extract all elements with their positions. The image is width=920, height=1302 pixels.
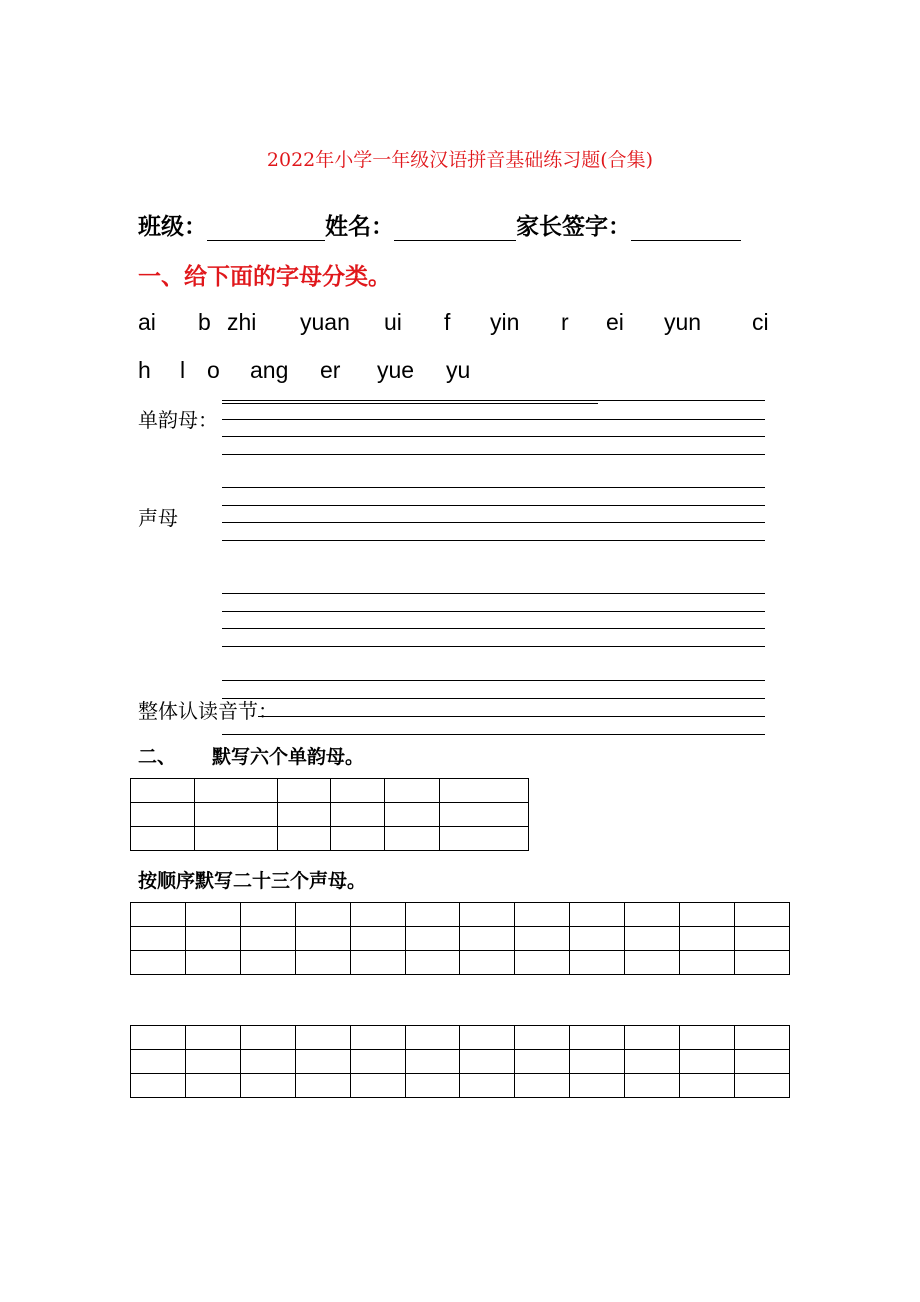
answer-line[interactable] [222,454,765,455]
grid-row [131,927,790,951]
grid-cell[interactable] [625,903,680,927]
grid-cell[interactable] [625,1074,680,1098]
parent-signature-label: 家长签字： [516,213,631,240]
grid-cell[interactable] [185,1026,240,1050]
grid-row [131,827,529,851]
section2-number: 二、 [138,746,177,768]
answer-line[interactable] [222,734,765,735]
grid-cell[interactable] [350,951,405,975]
page-title: 2022年小学一年级汉语拼音基础练习题(合集) [266,149,654,171]
dan-yunmu-label: 单韵母： [138,408,218,432]
grid-cell[interactable] [350,1050,405,1074]
grid-cell[interactable] [385,779,440,803]
section1-heading: 一、给下面的字母分类。 [138,263,391,290]
answer-line[interactable] [222,487,765,488]
answer-line[interactable] [222,400,765,401]
grid-cell[interactable] [405,1050,460,1074]
grid-cell[interactable] [570,951,625,975]
letter: ang [250,357,289,383]
grid-cell[interactable] [440,827,529,851]
answer-line[interactable] [222,505,765,506]
grid-row [131,1074,790,1098]
grid-cell[interactable] [570,1074,625,1098]
shengmu-label: 声母 [138,506,178,530]
grid-cell[interactable] [131,779,195,803]
grid-cell[interactable] [331,803,385,827]
grid-cell[interactable] [131,1074,186,1098]
grid-cell[interactable] [625,927,680,951]
grid-cell[interactable] [440,803,529,827]
letter: zhi [227,309,257,335]
grid-cell[interactable] [570,903,625,927]
parent-signature-blank[interactable] [631,216,741,241]
grid-cell[interactable] [350,1026,405,1050]
letter: ui [384,309,402,335]
grid-cell[interactable] [131,1050,186,1074]
letter: ei [606,309,624,335]
grid-cell[interactable] [405,903,460,927]
grid-cell[interactable] [734,1074,789,1098]
grid-cell[interactable] [295,903,350,927]
grid-cell[interactable] [680,903,735,927]
answer-line[interactable] [222,646,765,647]
letter: er [320,357,341,383]
grid-cell[interactable] [515,1026,570,1050]
grid-cell[interactable] [515,927,570,951]
letter: yu [446,357,471,383]
grid-cell[interactable] [385,803,440,827]
letter: yue [377,357,415,383]
grid-cell[interactable] [350,903,405,927]
grid-cell[interactable] [734,903,789,927]
grid-cell[interactable] [194,779,277,803]
grid-cell[interactable] [460,1074,515,1098]
answer-line[interactable] [222,403,598,404]
grid-cell[interactable] [515,1050,570,1074]
answer-line[interactable] [222,628,765,629]
letter: ai [138,309,156,335]
letter: b [198,309,211,335]
grid-cell[interactable] [680,1050,735,1074]
grid-row [131,903,790,927]
grid-cell[interactable] [734,927,789,951]
grid-cell[interactable] [460,1050,515,1074]
answer-line[interactable] [222,680,765,681]
grid-cell[interactable] [515,951,570,975]
grid-cell[interactable] [570,1026,625,1050]
grid-cell[interactable] [185,951,240,975]
grid-cell[interactable] [734,1050,789,1074]
grid-cell[interactable] [277,827,331,851]
section2-title: 默写六个单韵母。 [212,746,365,768]
letter: r [561,309,569,335]
grid-cell[interactable] [194,827,277,851]
grid-cell[interactable] [331,827,385,851]
class-blank[interactable] [207,216,325,241]
grid-cell[interactable] [277,803,331,827]
grid-cell[interactable] [185,927,240,951]
grid-cell[interactable] [515,903,570,927]
grid-cell[interactable] [405,1026,460,1050]
grid-cell[interactable] [295,927,350,951]
letter: yun [664,309,702,335]
answer-line[interactable] [222,611,765,612]
grid-cell[interactable] [295,951,350,975]
grid-cell[interactable] [734,951,789,975]
grid-cell[interactable] [295,1050,350,1074]
name-label: 姓名： [325,213,394,240]
grid-cell[interactable] [240,903,295,927]
answer-line[interactable] [222,698,765,699]
grid-cell[interactable] [194,803,277,827]
answer-line[interactable] [222,436,765,437]
answer-line[interactable] [222,522,765,523]
grid-cell[interactable] [295,1074,350,1098]
name-blank[interactable] [394,216,516,241]
grid-cell[interactable] [460,903,515,927]
student-info [138,208,741,241]
grid-cell[interactable] [625,951,680,975]
grid-cell[interactable] [625,1050,680,1074]
grid-cell[interactable] [680,927,735,951]
grid-cell[interactable] [680,1026,735,1050]
grid-cell[interactable] [295,1026,350,1050]
section2-heading [138,742,364,769]
grid-cell[interactable] [385,827,440,851]
grid-cell[interactable] [680,951,735,975]
grid-cell[interactable] [131,927,186,951]
shengmu-writing-grid-1 [130,902,790,975]
grid-cell[interactable] [570,1050,625,1074]
grid-cell[interactable] [460,951,515,975]
zhengti-label: 整体认读音节： [138,699,278,723]
letter: f [444,309,451,335]
letter: ci [752,309,769,335]
letter: h [138,357,151,383]
section3-heading: 按顺序默写二十三个声母。 [138,870,367,892]
answer-line[interactable] [222,419,765,420]
letter: yin [490,309,520,335]
answer-line[interactable] [222,593,765,594]
grid-cell[interactable] [240,927,295,951]
letter: o [207,357,220,383]
class-label: 班级： [138,213,207,240]
letter: l [180,357,186,383]
grid-row [131,951,790,975]
grid-cell[interactable] [350,1074,405,1098]
grid-cell[interactable] [131,903,186,927]
grid-row [131,803,529,827]
grid-cell[interactable] [185,903,240,927]
grid-cell[interactable] [131,1026,186,1050]
grid-cell[interactable] [405,927,460,951]
grid-cell[interactable] [570,927,625,951]
grid-cell[interactable] [405,1074,460,1098]
grid-row [131,1050,790,1074]
grid-cell[interactable] [131,803,195,827]
grid-cell[interactable] [440,779,529,803]
yunmu-writing-grid [130,778,529,851]
grid-cell[interactable] [405,951,460,975]
grid-row [131,779,529,803]
grid-cell[interactable] [350,927,405,951]
grid-cell[interactable] [240,1026,295,1050]
grid-cell[interactable] [185,1074,240,1098]
grid-cell[interactable] [625,1026,680,1050]
grid-cell[interactable] [277,779,331,803]
grid-cell[interactable] [331,779,385,803]
grid-cell[interactable] [515,1074,570,1098]
grid-cell[interactable] [460,927,515,951]
grid-cell[interactable] [240,1050,295,1074]
grid-cell[interactable] [680,1074,735,1098]
grid-cell[interactable] [240,1074,295,1098]
grid-cell[interactable] [240,951,295,975]
letter: yuan [300,309,350,335]
answer-line[interactable] [222,540,765,541]
grid-cell[interactable] [734,1026,789,1050]
grid-row [131,1026,790,1050]
grid-cell[interactable] [185,1050,240,1074]
grid-cell[interactable] [131,951,186,975]
grid-cell[interactable] [131,827,195,851]
grid-cell[interactable] [460,1026,515,1050]
shengmu-writing-grid-2 [130,1025,790,1098]
answer-line[interactable] [258,716,765,717]
